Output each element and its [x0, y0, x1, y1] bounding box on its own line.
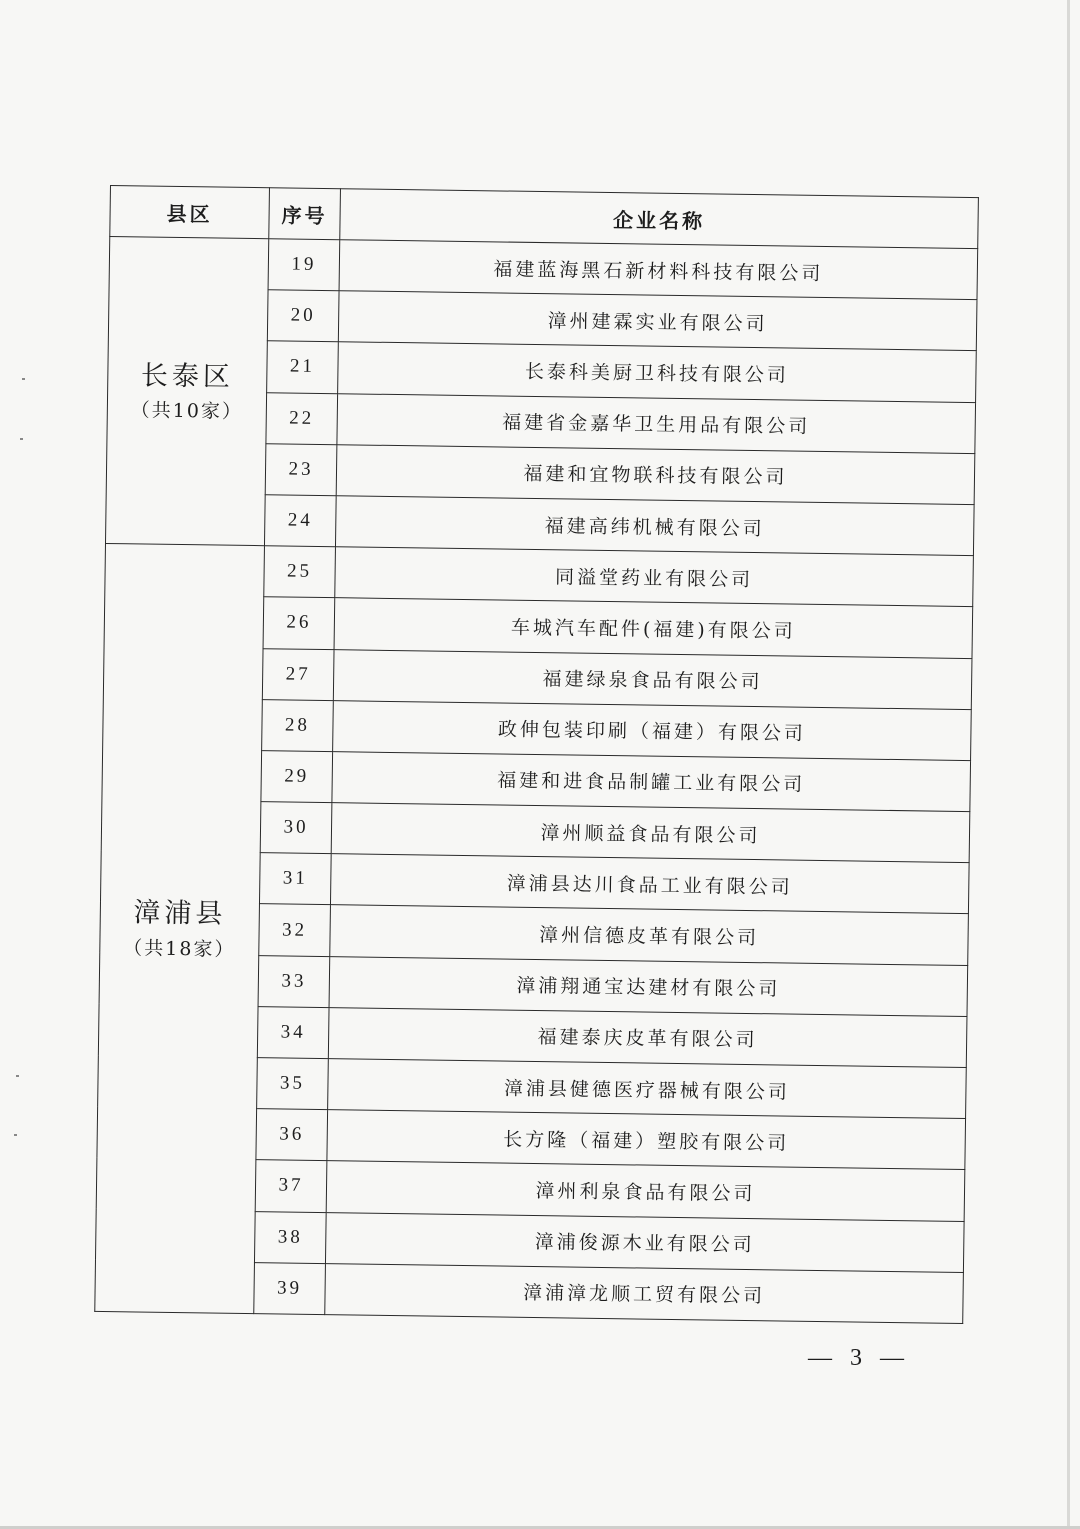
- margin-speck: [14, 1134, 17, 1136]
- row-number: 26: [263, 597, 335, 649]
- header-company: 企业名称: [340, 189, 979, 249]
- scan-edge: [1067, 0, 1070, 1529]
- company-name: 漳州利泉食品有限公司: [326, 1161, 965, 1221]
- header-number: 序号: [269, 188, 341, 240]
- row-number: 23: [265, 443, 337, 495]
- row-number: 27: [262, 648, 334, 700]
- page-number: — 3 —: [808, 1345, 910, 1371]
- row-number: 37: [255, 1160, 327, 1212]
- row-number: 36: [256, 1109, 328, 1161]
- company-name: 漳浦县健德医疗器械有限公司: [328, 1059, 967, 1119]
- row-number: 28: [262, 699, 334, 751]
- county-cell: [105, 237, 268, 546]
- company-name: 车城汽车配件(福建)有限公司: [334, 598, 973, 658]
- table-row: [105, 544, 974, 607]
- row-number: 20: [267, 290, 339, 342]
- row-number: 32: [259, 904, 331, 956]
- table-body: [95, 237, 978, 1324]
- company-name: 同溢堂药业有限公司: [335, 547, 974, 607]
- company-name: 漳州建霖实业有限公司: [338, 291, 977, 351]
- company-name: 漳浦漳龙顺工贸有限公司: [325, 1263, 964, 1323]
- company-name: 福建泰庆皮革有限公司: [328, 1007, 967, 1067]
- company-name: 漳浦翔通宝达建材有限公司: [329, 956, 968, 1016]
- county-name: 漳浦县: [133, 897, 227, 930]
- company-name: 福建和进食品制罐工业有限公司: [332, 752, 971, 812]
- margin-speck: [20, 438, 23, 440]
- header-county: 县区: [110, 186, 270, 239]
- company-name: 福建省金嘉华卫生用品有限公司: [337, 393, 976, 453]
- company-name: 漳浦俊源木业有限公司: [325, 1212, 964, 1272]
- county-count: （共10家）: [130, 399, 244, 423]
- row-number: 22: [266, 392, 338, 444]
- company-name: 漳浦县达川食品工业有限公司: [330, 854, 969, 914]
- company-name: 长方隆（福建）塑胶有限公司: [327, 1110, 966, 1170]
- row-number: 25: [264, 546, 336, 598]
- row-number: 19: [268, 239, 340, 291]
- row-number: 38: [254, 1211, 326, 1263]
- company-name: 漳州信德皮革有限公司: [330, 905, 969, 965]
- table-row: [109, 237, 978, 300]
- margin-speck: [22, 378, 25, 380]
- row-number: 33: [258, 955, 330, 1007]
- row-number: 34: [257, 1006, 329, 1058]
- row-number: 29: [261, 751, 333, 803]
- company-name: 政伸包装印刷（福建）有限公司: [333, 700, 972, 760]
- company-name: 福建高纬机械有限公司: [335, 496, 974, 556]
- company-name: 福建绿泉食品有限公司: [333, 649, 972, 709]
- row-number: 30: [260, 802, 332, 854]
- row-number: 21: [267, 341, 339, 393]
- company-name: 长泰科美厨卫科技有限公司: [338, 342, 977, 402]
- company-table: [94, 185, 979, 1324]
- county-cell: [95, 544, 265, 1314]
- row-number: 31: [259, 853, 331, 905]
- county-name: 长泰区: [140, 360, 235, 393]
- company-name: 漳州顺益食品有限公司: [331, 803, 970, 863]
- row-number: 39: [254, 1262, 326, 1314]
- company-name: 福建和宜物联科技有限公司: [336, 444, 975, 504]
- row-number: 24: [264, 495, 336, 547]
- row-number: 35: [257, 1058, 329, 1110]
- margin-speck: [16, 1075, 19, 1077]
- company-name: 福建蓝海黑石新材料科技有限公司: [339, 240, 978, 300]
- county-count: （共18家）: [123, 936, 236, 961]
